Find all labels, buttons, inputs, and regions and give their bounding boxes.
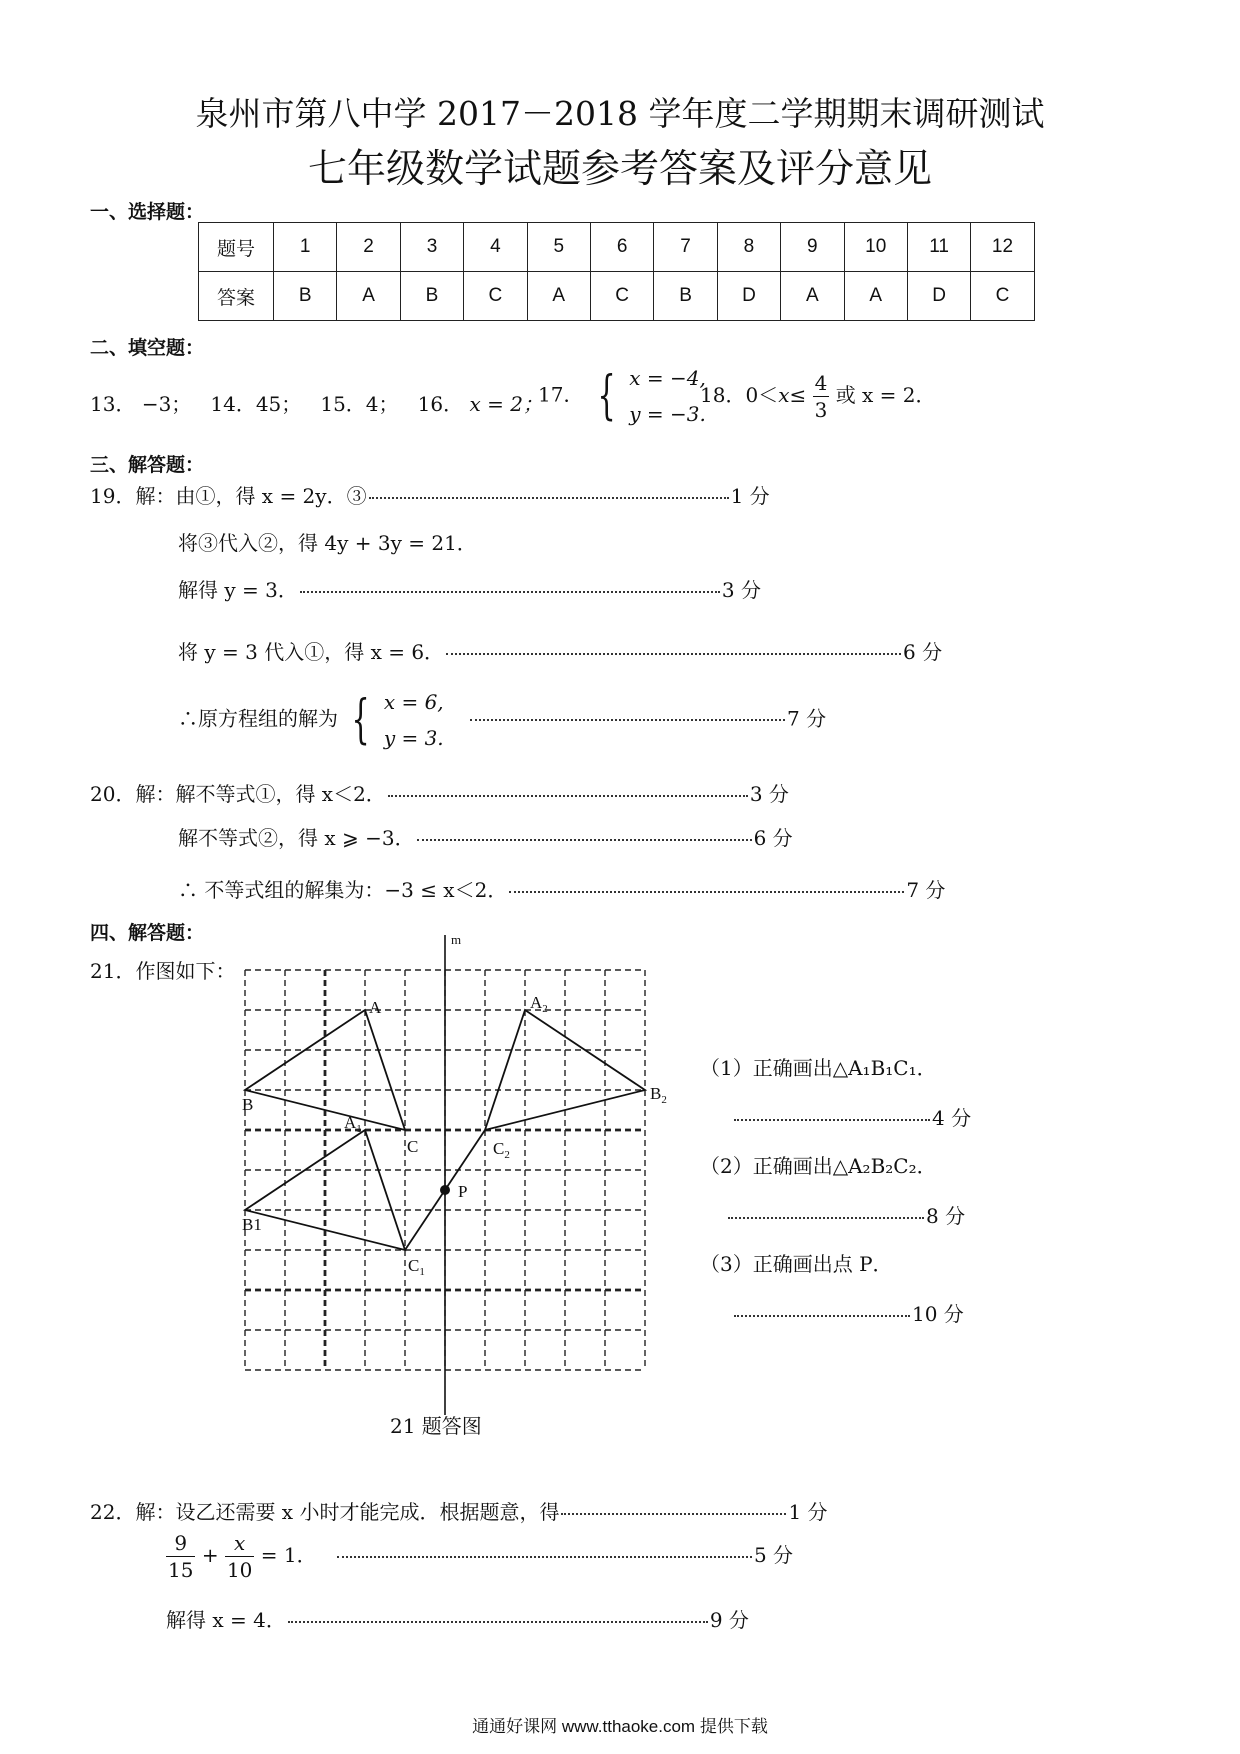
dot-leader — [446, 653, 901, 655]
score: 3 分 — [749, 782, 789, 806]
q19-line1 — [90, 480, 770, 509]
q19-step4: 将 y = 3 代入①，得 x = 6． — [178, 640, 445, 664]
table-cell: 10 — [844, 223, 907, 272]
dot-leader — [734, 1119, 930, 1121]
q19-line3 — [178, 574, 761, 603]
score: 7 分 — [906, 878, 946, 902]
q20-step3: ∴ 不等式组的解集为：−3 ≤ x＜2． — [178, 878, 508, 902]
q21-note3: （3）正确画出点 P． — [700, 1252, 893, 1276]
fraction-numerator: x — [225, 1530, 254, 1557]
label-c1: $C_1$ — [408, 1256, 425, 1278]
dot-leader — [300, 591, 720, 593]
q16-label: 16． — [417, 392, 464, 416]
q19-step3: 解得 y = 3． — [178, 578, 298, 602]
fraction-9-15 — [166, 1530, 195, 1583]
q21-caption: 21 题答图 — [390, 1414, 482, 1438]
q22-step3: 解得 x = 4． — [166, 1608, 286, 1632]
q18-label: 18．0＜ — [700, 383, 779, 407]
table-cell: 11 — [907, 223, 970, 272]
label-m: m — [451, 935, 462, 947]
score: 1 分 — [788, 1500, 828, 1524]
score: 1 分 — [730, 484, 770, 508]
section-solve-title: 三、解答题： — [90, 454, 205, 476]
dot-leader — [470, 719, 785, 721]
table-cell: 9 — [781, 223, 844, 272]
q21-score1 — [732, 1102, 971, 1131]
fill-answers-part1 — [90, 388, 543, 417]
fraction-denominator: 10 — [226, 1558, 253, 1582]
footer-source: 通通好课网 www.tthaoke.com 提供下载 — [472, 1717, 768, 1736]
label-c2: $C_2$ — [493, 1139, 510, 1161]
q21-note2: （2）正确画出△A₂B₂C₂． — [700, 1154, 937, 1178]
point-p — [440, 1185, 450, 1195]
dot-leader — [509, 891, 904, 893]
q22-line3 — [166, 1604, 749, 1633]
dot-leader — [337, 1556, 752, 1558]
table-row-numbers — [199, 223, 1035, 272]
q20-step1: 20．解：解不等式①，得 x＜2． — [90, 782, 386, 806]
score: 6 分 — [753, 826, 793, 850]
table-cell: 6 — [590, 223, 653, 272]
q18-block — [700, 370, 936, 423]
score: 3 分 — [721, 578, 761, 602]
fraction-denominator: 15 — [168, 1558, 194, 1582]
q17-label: 17． — [538, 382, 584, 407]
q19-eq1: x = 6, — [383, 690, 444, 714]
q20-line2 — [178, 822, 793, 851]
section-choice-title: 一、选择题： — [90, 201, 205, 223]
table-cell: A — [527, 272, 590, 321]
q18-tail: 或 x = 2． — [835, 383, 936, 407]
q19-conclusion: ∴原方程组的解为 — [178, 706, 338, 731]
dot-leader — [728, 1217, 924, 1219]
table-cell: 1 — [274, 223, 337, 272]
fraction-denominator: 3 — [814, 398, 828, 422]
q15-answer: 15．4； — [320, 392, 399, 416]
label-b2: $B_2$ — [650, 1084, 667, 1106]
label-b1: B1 — [242, 1215, 262, 1234]
section-solve2-title: 四、解答题： — [90, 922, 205, 944]
table-header-cell: 题号 — [199, 223, 274, 272]
q19-step1: 19．解：由①，得 x = 2y．③ — [90, 484, 367, 508]
table-cell: C — [590, 272, 653, 321]
q17-eq1: x = −4, — [629, 366, 706, 390]
table-cell: 4 — [464, 223, 527, 272]
q16-answer: x = 2； — [469, 392, 543, 416]
q21-score3 — [732, 1298, 964, 1327]
q22-step1: 22．解：设乙还需要 x 小时才能完成．根据题意，得 — [90, 1500, 560, 1524]
table-cell: C — [971, 272, 1034, 321]
score: 6 分 — [903, 640, 943, 664]
table-cell: D — [907, 272, 970, 321]
q17-block — [538, 360, 706, 432]
q21-figure — [240, 935, 680, 1415]
q14-answer: 14．45； — [210, 392, 302, 416]
table-cell: 2 — [337, 223, 400, 272]
score: 4 分 — [932, 1106, 972, 1130]
table-cell: 7 — [654, 223, 717, 272]
plus-sign: + — [201, 1543, 219, 1567]
q17-system — [629, 360, 706, 432]
answer-table — [198, 222, 1035, 321]
label-a1: $A_1$ — [344, 1113, 362, 1135]
q17-eq2: y = −3. — [629, 402, 706, 426]
q21-score2 — [726, 1200, 965, 1229]
label-a2: $A_2$ — [530, 993, 548, 1015]
q20-line1 — [90, 778, 789, 807]
score: 10 分 — [912, 1302, 964, 1326]
score: 9 分 — [709, 1608, 749, 1632]
q13-answer: −3； — [141, 392, 192, 416]
q19-line2: 将③代入②，得 4y + 3y = 21． — [178, 531, 477, 555]
label-p: P — [458, 1182, 468, 1201]
table-cell: 8 — [717, 223, 780, 272]
q18-le: ≤ — [789, 383, 807, 407]
fraction-x-10 — [225, 1530, 254, 1583]
q19-eq2: y = 3. — [383, 726, 444, 750]
table-cell: A — [781, 272, 844, 321]
score: 7 分 — [787, 706, 827, 731]
table-cell: A — [337, 272, 400, 321]
table-cell: 3 — [400, 223, 463, 272]
dot-leader — [369, 497, 729, 499]
q18-var: x — [778, 383, 790, 407]
figure-labels — [242, 935, 667, 1278]
page-subtitle: 七年级数学试题参考答案及评分意见 — [307, 147, 932, 192]
table-cell: B — [274, 272, 337, 321]
q22-line1 — [90, 1496, 828, 1525]
q20-step2: 解不等式②，得 x ⩾ −3． — [178, 826, 415, 850]
dot-leader — [561, 1513, 786, 1515]
q19-line5 — [178, 684, 826, 756]
table-cell: A — [844, 272, 907, 321]
table-header-cell: 答案 — [199, 272, 274, 321]
label-c: C — [407, 1137, 419, 1156]
q19-system — [384, 684, 444, 756]
score: 5 分 — [753, 1543, 794, 1567]
q22-equation — [166, 1530, 793, 1583]
dot-leader — [388, 795, 748, 797]
table-cell: B — [654, 272, 717, 321]
q21-intro: 21．作图如下： — [90, 959, 236, 983]
table-cell: 12 — [971, 223, 1034, 272]
label-a: A — [369, 998, 382, 1017]
brace-icon: { — [351, 690, 371, 750]
dot-leader — [417, 839, 752, 841]
table-row-answers — [199, 272, 1035, 321]
table-cell: 5 — [527, 223, 590, 272]
q18-fraction — [813, 370, 830, 423]
table-cell: C — [464, 272, 527, 321]
page-title: 泉州市第八中学 2017－2018 学年度二学期期末调研测试 — [195, 94, 1045, 133]
fraction-numerator: 4 — [814, 371, 828, 395]
brace-icon: { — [597, 366, 616, 426]
table-cell: D — [717, 272, 780, 321]
dot-leader — [288, 1621, 708, 1623]
q13-label: 13． — [90, 392, 136, 416]
q19-line4 — [178, 636, 942, 665]
equation-tail: = 1． — [260, 1543, 317, 1567]
table-cell: B — [400, 272, 463, 321]
section-fill-title: 二、填空题： — [90, 337, 205, 359]
label-b: B — [242, 1095, 254, 1114]
fraction-numerator: 9 — [166, 1530, 195, 1557]
dot-leader — [734, 1315, 910, 1317]
q20-line3 — [178, 874, 945, 903]
score: 8 分 — [926, 1204, 966, 1228]
q21-note1: （1）正确画出△A₁B₁C₁． — [700, 1056, 937, 1080]
